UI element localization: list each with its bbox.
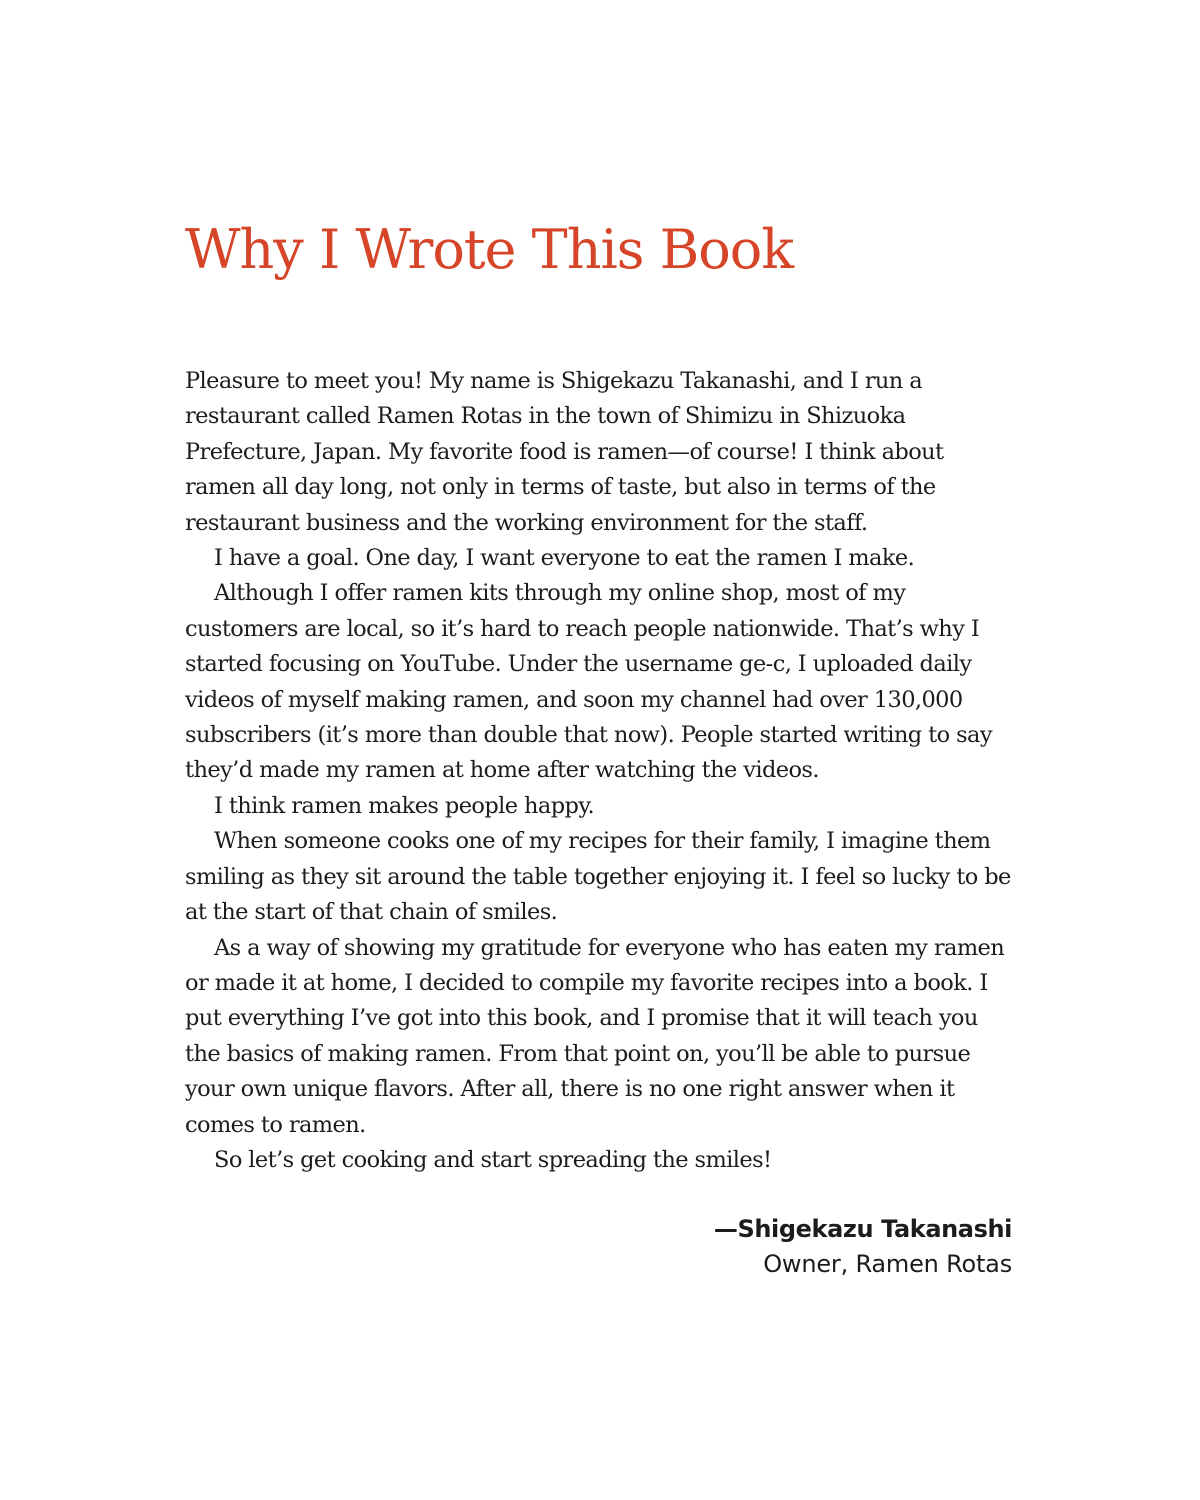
author-role: Owner, Ramen Rotas xyxy=(763,1250,1012,1278)
paragraph: As a way of showing my gratitude for everyone who has eaten my ramen or made it at home, I decided to compile my favorite recipes into a book. I put everything I’ve got into this book, and I promise that it will teach you the basics of making ramen. From that point on, you’ll be able to pursue your own unique flavors. After all, there is no one right answer when it comes to ramen. xyxy=(185,934,1005,1138)
paragraph: Pleasure to meet you! My name is Shigekazu Takanashi, and I run a restaurant called Ramen Rotas in the town of Shimizu in Shizuoka Prefecture, Japan. My favorite food is ramen—of course! I think about ramen all day long, not only in terms of taste, but also in terms of the restaurant business and the working environment for the staff. xyxy=(185,368,944,536)
body-text xyxy=(185,364,1017,1178)
signature-block xyxy=(714,1212,1012,1282)
paragraph: I have a goal. One day, I want everyone to eat the ramen I make. xyxy=(214,545,915,572)
page-title: Why I Wrote This Book xyxy=(185,218,794,281)
paragraph: I think ramen makes people happy. xyxy=(214,792,595,819)
paragraph: So let’s get cooking and start spreading the smiles! xyxy=(214,1146,772,1173)
paragraph: Although I offer ramen kits through my online shop, most of my customers are local, so it’s hard to reach people nationwide. That’s why I started focusing on YouTube. Under the username ge-c, I uploaded daily videos of myself making ramen, and soon my channel had over 130,000 subscribers (it’s more than double that now). People started writing to say they’d made my ramen at home after watching the videos. xyxy=(185,580,992,784)
author-name: —Shigekazu Takanashi xyxy=(713,1215,1012,1243)
paragraph: When someone cooks one of my recipes for their family, I imagine them smiling as they sit around the table together enjoying it. I feel so lucky to be at the start of that chain of smiles. xyxy=(185,828,1011,926)
